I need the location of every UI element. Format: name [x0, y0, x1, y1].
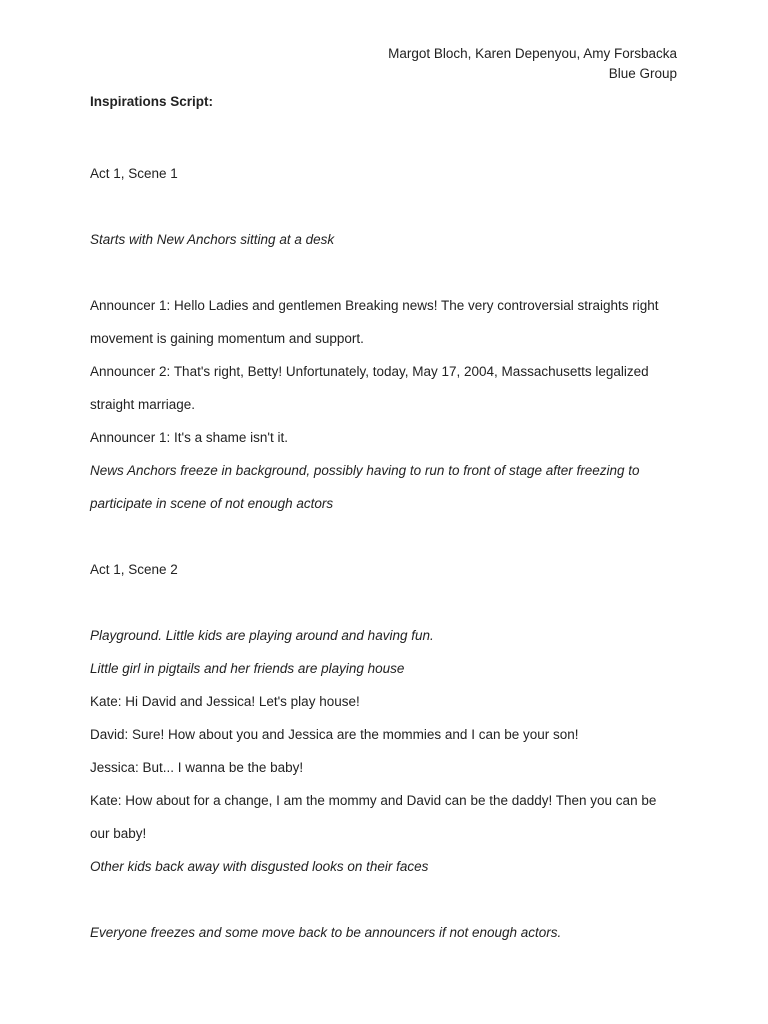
author-header [388, 44, 677, 84]
dialogue-line: Announcer 2: That's right, Betty! Unfortunately, today, May 17, 2004, Massachusetts legalized [90, 364, 649, 379]
dialogue-line: Announcer 1: Hello Ladies and gentlemen Breaking news! The very controversial straights right [90, 298, 659, 313]
dialogue-line: movement is gaining momentum and support. [90, 331, 364, 346]
dialogue-line: Kate: How about for a change, I am the mommy and David can be the daddy! Then you can be [90, 793, 657, 808]
stage-direction: News Anchors freeze in background, possibly having to run to front of stage after freezing to [90, 463, 640, 478]
dialogue-line: our baby! [90, 826, 147, 841]
script-body [90, 92, 690, 949]
dialogue-line: David: Sure! How about you and Jessica are the mommies and I can be your son! [90, 727, 579, 742]
dialogue-line: Jessica: But... I wanna be the baby! [90, 760, 304, 775]
dialogue-line: Kate: Hi David and Jessica! Let's play house! [90, 694, 360, 709]
stage-direction: Everyone freezes and some move back to be announcers if not enough actors. [90, 925, 562, 940]
authors-line: Margot Bloch, Karen Depenyou, Amy Forsbacka [388, 46, 677, 61]
stage-direction: participate in scene of not enough actors [90, 496, 334, 511]
dialogue-line: Announcer 1: It's a shame isn't it. [90, 430, 289, 445]
group-line: Blue Group [608, 66, 677, 81]
scene-heading: Act 1, Scene 2 [90, 562, 178, 577]
stage-direction: Playground. Little kids are playing around and having fun. [90, 628, 434, 643]
stage-direction: Starts with New Anchors sitting at a desk [90, 232, 335, 247]
stage-direction: Little girl in pigtails and her friends are playing house [90, 661, 405, 676]
scene-heading: Act 1, Scene 1 [90, 166, 178, 181]
script-title: Inspirations Script: [90, 94, 214, 109]
stage-direction: Other kids back away with disgusted looks on their faces [90, 859, 429, 874]
dialogue-line: straight marriage. [90, 397, 196, 412]
